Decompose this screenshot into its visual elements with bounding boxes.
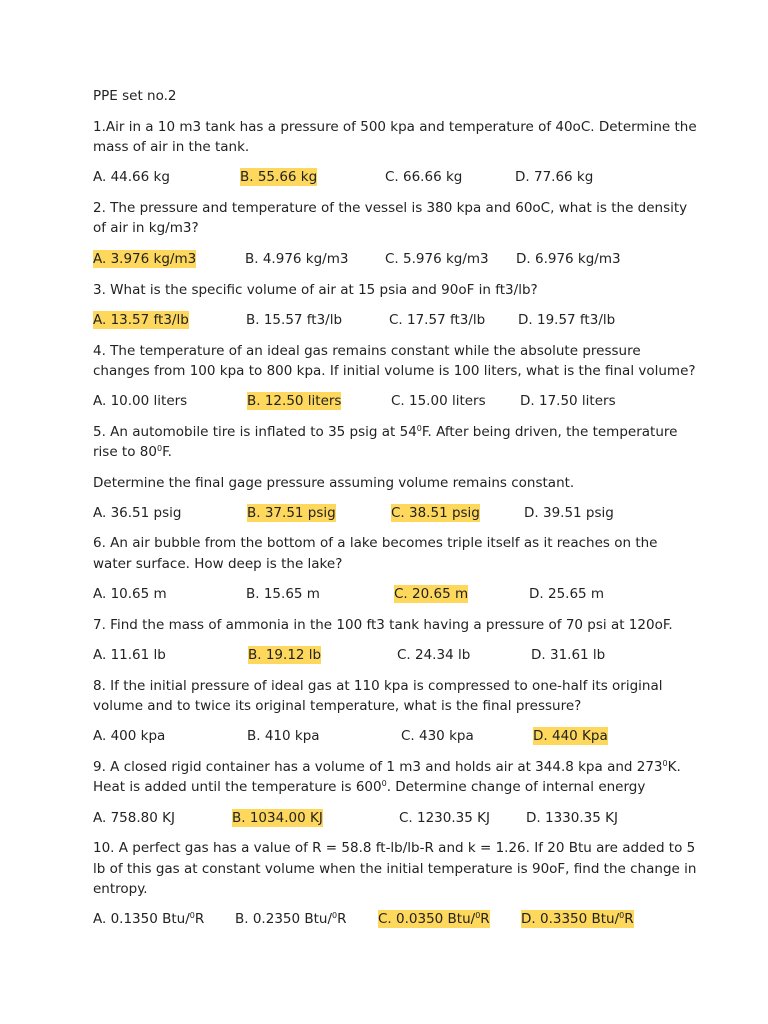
question-5-option-d: D. 39.51 psig [524,505,614,521]
question-3-option-d: D. 19.57 ft3/lb [518,312,616,328]
question-3-option-a: A. 13.57 ft3/lb [93,312,189,328]
question-5-option-c: C. 38.51 psig [391,505,480,521]
question-3-line-1: 3. What is the specific volume of air at 15 psia and 90oF in ft3/lb? [93,282,538,298]
question-10-line-1: 10. A perfect gas has a value of R = 58.8 ft-lb/lb-R and k = 1.26. If 20 Btu are added to 5 [93,840,696,856]
question-5-line-1: 5. An automobile tire is inflated to 35 psig at $54^0F$. After being driven, the temperature [93,424,678,440]
question-9-option-d: D. 1330.35 KJ [526,810,618,826]
question-5-line-4: Determine the final gage pressure assuming volume remains constant. [93,475,575,491]
question-9-line-1: 9. A closed rigid container has a volume of 1 m3 and holds air at 344.8 kpa and $273^0K$. [93,759,681,775]
question-1-option-c: C. 66.66 kg [385,169,463,185]
question-2-line-1: 2. The pressure and temperature of the vessel is 380 kpa and 60oC, what is the density [93,200,688,216]
question-1-line-2: mass of air in the tank. [93,139,250,155]
question-9-option-c: C. 1230.35 KJ [399,810,490,826]
question-6-option-d: D. 25.65 m [529,586,605,602]
question-7-option-c: C. 24.34 lb [397,647,471,663]
question-2-line-2: of air in kg/m3? [93,220,199,236]
question-2-option-c: C. 5.976 kg/m3 [385,251,489,267]
question-6-line-1: 6. An air bubble from the bottom of a lake becomes triple itself as it reaches on the [93,535,658,551]
question-9-line-2: Heat is added until the temperature is $600^0$. Determine change of internal energy [93,779,646,795]
question-7-option-b: B. 19.12 lb [248,647,322,663]
question-7-line-1: 7. Find the mass of ammonia in the 100 ft3 tank having a pressure of 70 psi at 120oF. [93,617,673,633]
question-3-option-b: B. 15.57 ft3/lb [246,312,343,328]
question-6-option-c: C. 20.65 m [394,586,469,602]
question-9-option-a: A. 758.80 KJ [93,810,175,826]
question-1-option-b: B. 55.66 kg [240,169,318,185]
question-4-line-1: 4. The temperature of an ideal gas remains constant while the absolute pressure [93,343,641,359]
question-5-option-a: A. 36.51 psig [93,505,182,521]
question-10-option-c: C. 0.0350 Btu/$^0$R [378,911,490,927]
question-7-option-d: D. 31.61 lb [531,647,606,663]
question-4-option-c: C. 15.00 liters [391,393,486,409]
question-10-option-b: B. 0.2350 Btu/$^0$R [235,911,347,927]
question-1-option-a: A. 44.66 kg [93,169,170,185]
question-8-option-c: C. 430 kpa [401,728,474,744]
question-2-option-a: A. 3.976 kg/m3 [93,251,197,267]
question-6-line-2: water surface. How deep is the lake? [93,556,343,572]
question-4-option-b: B. 12.50 liters [247,393,342,409]
question-8-line-2: volume and to twice its original temperature, what is the final pressure? [93,698,582,714]
question-4-option-d: D. 17.50 liters [520,393,616,409]
question-8-option-a: A. 400 kpa [93,728,166,744]
document-title: PPE set no.2 [93,88,177,104]
question-10-option-a: A. 0.1350 Btu/$^0$R [93,911,205,927]
question-8-option-b: B. 410 kpa [247,728,320,744]
question-2-option-d: D. 6.976 kg/m3 [516,251,621,267]
question-1-line-1: 1.Air in a 10 m3 tank has a pressure of 500 kpa and temperature of 40oC. Determine the [93,119,697,135]
question-10-option-d: D. 0.3350 Btu/$^0$R [521,911,634,927]
question-8-option-d: D. 440 Kpa [533,728,608,744]
question-10-line-3: entropy. [93,881,148,897]
question-7-option-a: A. 11.61 lb [93,647,166,663]
question-1-option-d: D. 77.66 kg [515,169,594,185]
question-5-line-2: rise to $80^0F$. [93,444,172,460]
question-3-option-c: C. 17.57 ft3/lb [389,312,486,328]
question-6-option-b: B. 15.65 m [246,586,320,602]
question-2-option-b: B. 4.976 kg/m3 [245,251,349,267]
question-9-option-b: B. 1034.00 KJ [232,810,323,826]
question-8-line-1: 8. If the initial pressure of ideal gas at 110 kpa is compressed to one-half its original [93,678,663,694]
question-5-option-b: B. 37.51 psig [247,505,336,521]
question-10-line-2: lb of this gas at constant volume when the initial temperature is 90oF, find the change in [93,861,697,877]
question-4-option-a: A. 10.00 liters [93,393,188,409]
question-6-option-a: A. 10.65 m [93,586,167,602]
question-4-line-2: changes from 100 kpa to 800 kpa. If initial volume is 100 liters, what is the final volume? [93,363,696,379]
